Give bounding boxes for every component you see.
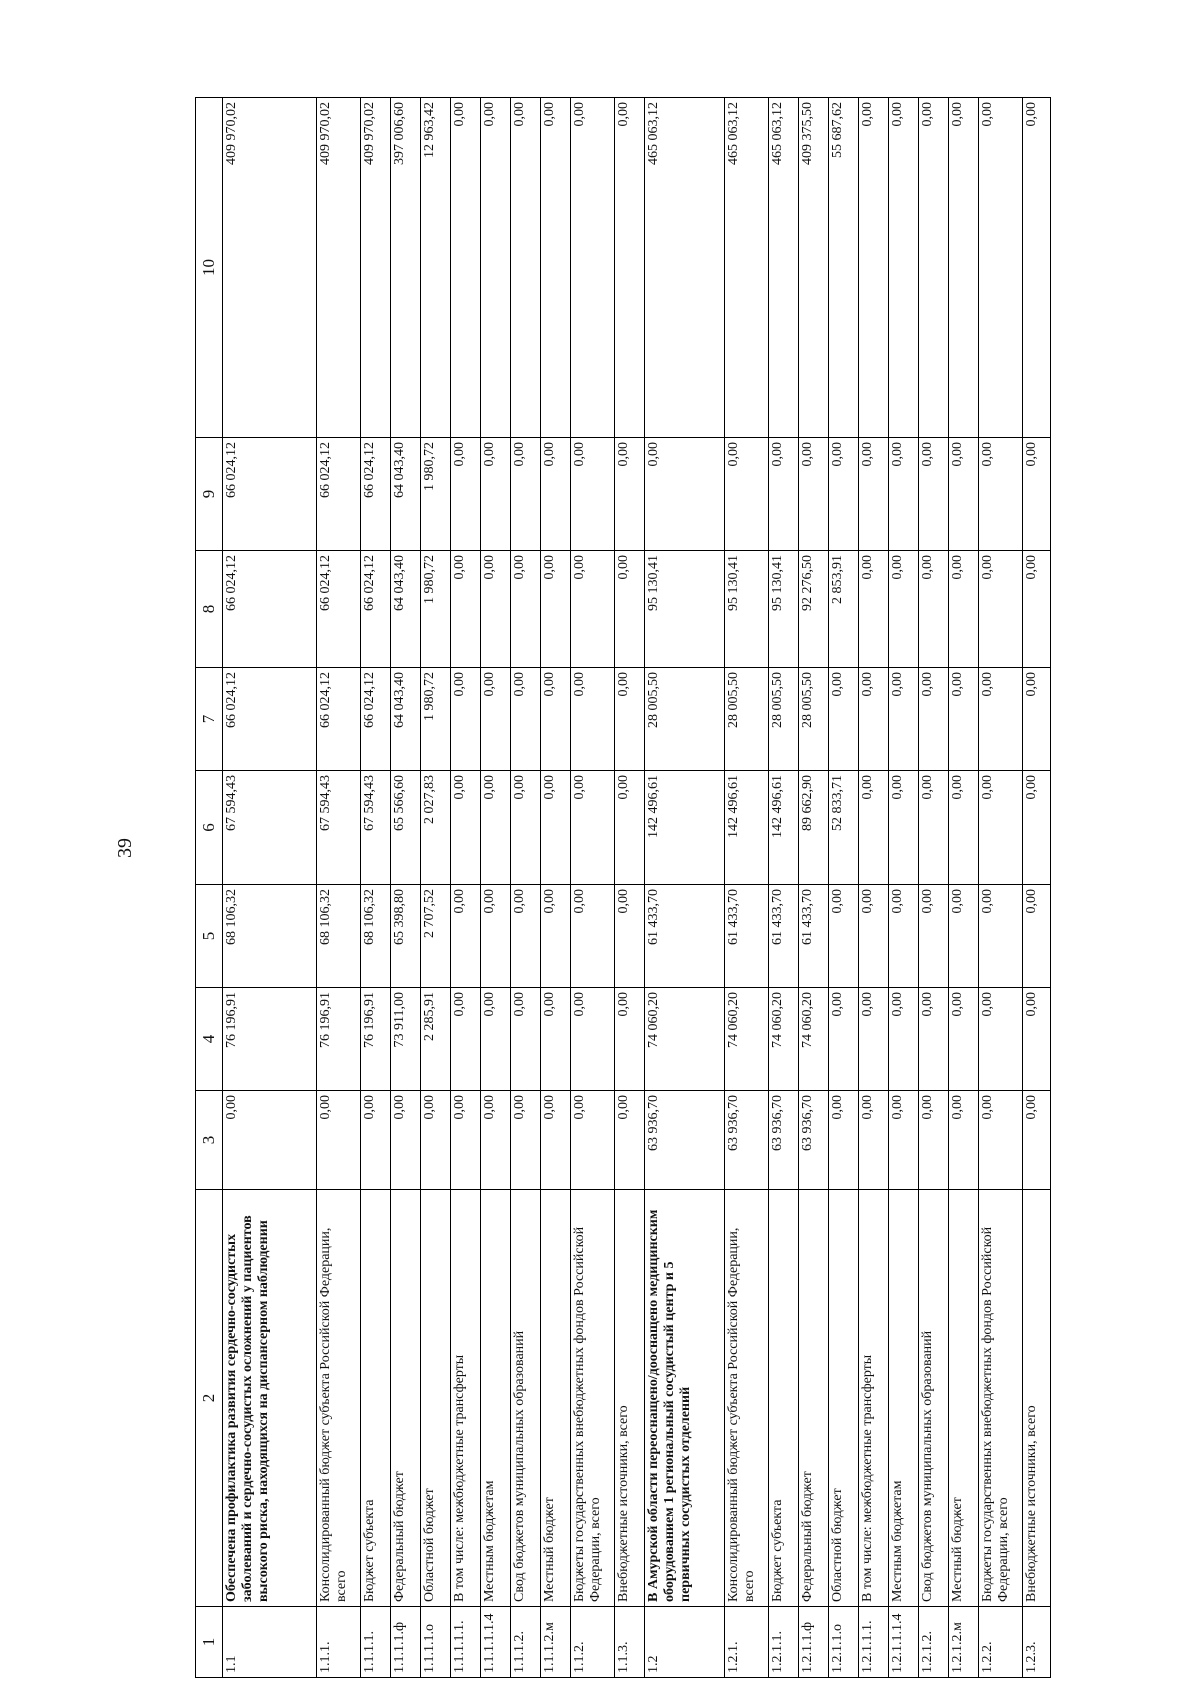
row-value: 76 196,91 [223, 988, 317, 1091]
row-value: 74 060,20 [645, 988, 725, 1091]
row-value: 0,00 [979, 988, 1023, 1091]
row-code: 1.2.1.1.о [829, 1607, 859, 1678]
row-code: 1.1.1.1.1. [451, 1607, 481, 1678]
row-value: 68 106,32 [317, 885, 361, 988]
row-value: 2 027,83 [421, 771, 451, 885]
row-value: 0,00 [919, 438, 949, 551]
row-name: Свод бюджетов муниципальных образований [919, 1190, 949, 1607]
row-value: 0,00 [859, 771, 889, 885]
row-value: 2 853,91 [829, 551, 859, 668]
row-name: Бюджет субъекта [769, 1190, 799, 1607]
row-value: 0,00 [1023, 438, 1051, 551]
row-code: 1.1.2. [571, 1607, 615, 1678]
row-value: 12 963,42 [421, 98, 451, 438]
row-name: Федеральный бюджет [391, 1190, 421, 1607]
row-value: 0,00 [919, 551, 949, 668]
row-value: 0,00 [571, 438, 615, 551]
row-value: 0,00 [889, 988, 919, 1091]
row-value: 0,00 [645, 438, 725, 551]
row-value: 68 106,32 [223, 885, 317, 988]
row-value: 0,00 [451, 438, 481, 551]
row-value: 0,00 [829, 885, 859, 988]
row-value: 0,00 [511, 668, 541, 771]
budget-table-wrapper [195, 98, 1194, 1678]
row-value: 0,00 [541, 885, 571, 988]
row-value: 0,00 [615, 988, 645, 1091]
row-code: 1.2.2. [979, 1607, 1023, 1678]
row-value: 64 043,40 [391, 551, 421, 668]
row-value: 0,00 [949, 988, 979, 1091]
row-value: 0,00 [615, 98, 645, 438]
row-value: 0,00 [979, 438, 1023, 551]
table-row [949, 98, 979, 1678]
row-value: 0,00 [949, 668, 979, 771]
row-value: 0,00 [481, 438, 511, 551]
row-value: 0,00 [1023, 988, 1051, 1091]
row-value: 28 005,50 [769, 668, 799, 771]
row-value: 0,00 [979, 885, 1023, 988]
row-name: Внебюджетные источники, всего [615, 1190, 645, 1607]
row-value: 0,00 [859, 668, 889, 771]
row-name: В том числе: межбюджетные трансферты [451, 1190, 481, 1607]
row-code: 1.2 [645, 1607, 725, 1678]
table-row [829, 98, 859, 1678]
row-value: 0,00 [1023, 771, 1051, 885]
row-value: 1 980,72 [421, 438, 451, 551]
row-value: 64 043,40 [391, 438, 421, 551]
row-value: 0,00 [829, 988, 859, 1091]
row-value: 0,00 [451, 1091, 481, 1190]
table-row [571, 98, 615, 1678]
table-row [859, 98, 889, 1678]
column-header: 8 [196, 551, 223, 668]
row-value: 55 687,62 [829, 98, 859, 438]
table-row [361, 98, 391, 1678]
row-value: 28 005,50 [725, 668, 769, 771]
row-value: 0,00 [317, 1091, 361, 1190]
row-value: 0,00 [949, 771, 979, 885]
row-value: 0,00 [511, 438, 541, 551]
row-value: 0,00 [859, 551, 889, 668]
row-value: 0,00 [511, 988, 541, 1091]
row-value: 0,00 [979, 668, 1023, 771]
row-value: 0,00 [481, 551, 511, 668]
row-value: 0,00 [511, 98, 541, 438]
row-value: 66 024,12 [361, 551, 391, 668]
row-value: 61 433,70 [799, 885, 829, 988]
row-value: 74 060,20 [725, 988, 769, 1091]
row-value: 0,00 [511, 551, 541, 668]
row-value: 0,00 [1023, 885, 1051, 988]
row-name: Местным бюджетам [481, 1190, 511, 1607]
row-code: 1.1.1.1.1.4 [481, 1607, 511, 1678]
row-code: 1.2.1.1. [769, 1607, 799, 1678]
row-value: 0,00 [829, 1091, 859, 1190]
row-value: 0,00 [979, 551, 1023, 668]
row-value: 0,00 [481, 771, 511, 885]
row-value: 0,00 [481, 988, 511, 1091]
row-value: 0,00 [889, 551, 919, 668]
row-value: 68 106,32 [361, 885, 391, 988]
column-header: 5 [196, 885, 223, 988]
row-value: 0,00 [829, 438, 859, 551]
row-value: 0,00 [889, 1091, 919, 1190]
row-value: 65 398,80 [391, 885, 421, 988]
table-row [725, 98, 769, 1678]
row-value: 0,00 [541, 771, 571, 885]
row-value: 409 970,02 [361, 98, 391, 438]
row-name: Внебюджетные источники, всего [1023, 1190, 1051, 1607]
row-value: 0,00 [481, 668, 511, 771]
row-value: 0,00 [571, 1091, 615, 1190]
table-row [451, 98, 481, 1678]
row-name: Консолидированный бюджет субъекта Российской Федерации, всего [725, 1190, 769, 1607]
row-value: 142 496,61 [645, 771, 725, 885]
row-value: 0,00 [799, 438, 829, 551]
row-name: Местным бюджетам [889, 1190, 919, 1607]
row-value: 0,00 [421, 1091, 451, 1190]
row-code: 1.1.1.2.м [541, 1607, 571, 1678]
row-value: 63 936,70 [769, 1091, 799, 1190]
row-value: 0,00 [859, 885, 889, 988]
row-code: 1.2.1. [725, 1607, 769, 1678]
row-value: 0,00 [571, 771, 615, 885]
row-code: 1.1.1.1. [361, 1607, 391, 1678]
row-value: 0,00 [571, 668, 615, 771]
row-code: 1.2.1.1.1.4 [889, 1607, 919, 1678]
row-value: 67 594,43 [223, 771, 317, 885]
row-value: 0,00 [451, 551, 481, 668]
column-header: 10 [196, 98, 223, 438]
row-value: 0,00 [859, 988, 889, 1091]
row-value: 0,00 [541, 551, 571, 668]
row-value: 63 936,70 [725, 1091, 769, 1190]
row-value: 1 980,72 [421, 668, 451, 771]
row-value: 0,00 [889, 885, 919, 988]
row-value: 76 196,91 [317, 988, 361, 1091]
row-value: 28 005,50 [645, 668, 725, 771]
row-value: 0,00 [451, 988, 481, 1091]
row-value: 0,00 [1023, 98, 1051, 438]
row-name: Обеспечена профилактика развития сердечно-сосудистых заболеваний и сердечно-сосудистых осложнений у пациентов высокого риска, находящихся на диспансерном наблюдении [223, 1190, 317, 1607]
row-code: 1.1 [223, 1607, 317, 1678]
column-header: 1 [196, 1607, 223, 1678]
row-value: 0,00 [859, 98, 889, 438]
row-value: 0,00 [451, 771, 481, 885]
row-value: 0,00 [889, 98, 919, 438]
row-value: 61 433,70 [769, 885, 799, 988]
column-header: 6 [196, 771, 223, 885]
row-value: 95 130,41 [725, 551, 769, 668]
row-name: Консолидированный бюджет субъекта Российской Федерации, всего [317, 1190, 361, 1607]
row-name: Областной бюджет [829, 1190, 859, 1607]
row-value: 0,00 [919, 1091, 949, 1190]
row-value: 409 970,02 [317, 98, 361, 438]
row-code: 1.1.1. [317, 1607, 361, 1678]
row-value: 95 130,41 [645, 551, 725, 668]
row-name: В Амурской области переоснащено/дооснащено медицинским оборудованием 1 региональный сосудистый центр и 5 первичных сосудистых отделений [645, 1190, 725, 1607]
row-code: 1.2.1.1.1. [859, 1607, 889, 1678]
row-value: 89 662,90 [799, 771, 829, 885]
row-value: 66 024,12 [223, 668, 317, 771]
row-value: 0,00 [451, 98, 481, 438]
row-value: 0,00 [541, 98, 571, 438]
row-code: 1.2.1.1.ф [799, 1607, 829, 1678]
table-row [799, 98, 829, 1678]
row-value: 28 005,50 [799, 668, 829, 771]
row-value: 66 024,12 [317, 668, 361, 771]
row-value: 2 285,91 [421, 988, 451, 1091]
row-value: 0,00 [511, 885, 541, 988]
row-value: 67 594,43 [317, 771, 361, 885]
row-value: 0,00 [979, 98, 1023, 438]
row-value: 0,00 [979, 771, 1023, 885]
row-name: Свод бюджетов муниципальных образований [511, 1190, 541, 1607]
row-value: 66 024,12 [223, 551, 317, 668]
row-value: 66 024,12 [361, 438, 391, 551]
row-value: 0,00 [481, 98, 511, 438]
table-row [769, 98, 799, 1678]
row-value: 52 833,71 [829, 771, 859, 885]
row-value: 0,00 [511, 1091, 541, 1190]
row-value: 0,00 [391, 1091, 421, 1190]
row-value: 0,00 [829, 668, 859, 771]
row-name: Местный бюджет [949, 1190, 979, 1607]
row-value: 63 936,70 [645, 1091, 725, 1190]
row-code: 1.1.1.2. [511, 1607, 541, 1678]
row-value: 0,00 [889, 771, 919, 885]
row-value: 0,00 [615, 438, 645, 551]
row-value: 76 196,91 [361, 988, 391, 1091]
page-number: 39 [114, 838, 136, 858]
row-code: 1.2.3. [1023, 1607, 1051, 1678]
row-value: 0,00 [889, 668, 919, 771]
row-value: 0,00 [615, 885, 645, 988]
row-name: Бюджеты государственных внебюджетных фондов Российской Федерации, всего [979, 1190, 1023, 1607]
row-name: Бюджеты государственных внебюджетных фондов Российской Федерации, всего [571, 1190, 615, 1607]
budget-table [195, 97, 1051, 1678]
row-value: 66 024,12 [317, 438, 361, 551]
row-value: 95 130,41 [769, 551, 799, 668]
row-value: 1 980,72 [421, 551, 451, 668]
table-row [481, 98, 511, 1678]
row-value: 0,00 [615, 668, 645, 771]
table-header-row [196, 98, 223, 1678]
row-value: 0,00 [511, 771, 541, 885]
row-value: 74 060,20 [769, 988, 799, 1091]
row-value: 0,00 [571, 98, 615, 438]
table-row [919, 98, 949, 1678]
row-value: 0,00 [541, 988, 571, 1091]
table-row [317, 98, 361, 1678]
row-value: 0,00 [361, 1091, 391, 1190]
row-value: 0,00 [571, 885, 615, 988]
table-row [979, 98, 1023, 1678]
row-value: 0,00 [571, 551, 615, 668]
row-value: 142 496,61 [769, 771, 799, 885]
row-name: Бюджет субъекта [361, 1190, 391, 1607]
row-name: Местный бюджет [541, 1190, 571, 1607]
row-value: 0,00 [949, 438, 979, 551]
row-code: 1.1.3. [615, 1607, 645, 1678]
row-value: 0,00 [615, 771, 645, 885]
row-value: 0,00 [859, 438, 889, 551]
row-value: 66 024,12 [317, 551, 361, 668]
row-value: 0,00 [919, 668, 949, 771]
row-value: 2 707,52 [421, 885, 451, 988]
row-code: 1.1.1.1.о [421, 1607, 451, 1678]
row-value: 0,00 [1023, 1091, 1051, 1190]
row-value: 0,00 [889, 438, 919, 551]
row-value: 61 433,70 [725, 885, 769, 988]
table-row [1023, 98, 1051, 1678]
row-value: 0,00 [541, 438, 571, 551]
table-row [889, 98, 919, 1678]
table-row [541, 98, 571, 1678]
row-value: 0,00 [949, 98, 979, 438]
row-value: 465 063,12 [725, 98, 769, 438]
row-value: 0,00 [949, 551, 979, 668]
row-value: 73 911,00 [391, 988, 421, 1091]
row-name: Федеральный бюджет [799, 1190, 829, 1607]
row-value: 92 276,50 [799, 551, 829, 668]
row-value: 409 375,50 [799, 98, 829, 438]
table-row [421, 98, 451, 1678]
row-value: 465 063,12 [769, 98, 799, 438]
row-value: 0,00 [919, 885, 949, 988]
table-row [615, 98, 645, 1678]
row-value: 61 433,70 [645, 885, 725, 988]
row-value: 0,00 [223, 1091, 317, 1190]
column-header: 2 [196, 1190, 223, 1607]
row-name: В том числе: межбюджетные трансферты [859, 1190, 889, 1607]
column-header: 9 [196, 438, 223, 551]
row-value: 0,00 [451, 885, 481, 988]
column-header: 3 [196, 1091, 223, 1190]
row-value: 0,00 [949, 1091, 979, 1190]
row-value: 0,00 [919, 98, 949, 438]
row-value: 0,00 [541, 1091, 571, 1190]
row-value: 0,00 [541, 668, 571, 771]
row-value: 0,00 [979, 1091, 1023, 1190]
row-value: 0,00 [615, 551, 645, 668]
row-value: 74 060,20 [799, 988, 829, 1091]
row-value: 409 970,02 [223, 98, 317, 438]
row-value: 0,00 [919, 988, 949, 1091]
row-value: 67 594,43 [361, 771, 391, 885]
row-value: 0,00 [451, 668, 481, 771]
row-value: 142 496,61 [725, 771, 769, 885]
row-code: 1.1.1.1.ф [391, 1607, 421, 1678]
row-code: 1.2.1.2.м [949, 1607, 979, 1678]
row-value: 0,00 [725, 438, 769, 551]
column-header: 7 [196, 668, 223, 771]
row-value: 397 006,60 [391, 98, 421, 438]
row-value: 0,00 [769, 438, 799, 551]
table-row [645, 98, 725, 1678]
row-value: 65 566,60 [391, 771, 421, 885]
row-value: 0,00 [481, 1091, 511, 1190]
row-value: 0,00 [859, 1091, 889, 1190]
column-header: 4 [196, 988, 223, 1091]
table-row [391, 98, 421, 1678]
row-name: Областной бюджет [421, 1190, 451, 1607]
row-value: 0,00 [571, 988, 615, 1091]
row-value: 63 936,70 [799, 1091, 829, 1190]
row-value: 64 043,40 [391, 668, 421, 771]
row-value: 0,00 [949, 885, 979, 988]
row-value: 0,00 [481, 885, 511, 988]
row-value: 0,00 [615, 1091, 645, 1190]
row-value: 0,00 [919, 771, 949, 885]
row-code: 1.2.1.2. [919, 1607, 949, 1678]
row-value: 0,00 [1023, 551, 1051, 668]
row-value: 0,00 [1023, 668, 1051, 771]
row-value: 465 063,12 [645, 98, 725, 438]
table-row [511, 98, 541, 1678]
row-value: 66 024,12 [361, 668, 391, 771]
row-value: 66 024,12 [223, 438, 317, 551]
table-row [223, 98, 317, 1678]
